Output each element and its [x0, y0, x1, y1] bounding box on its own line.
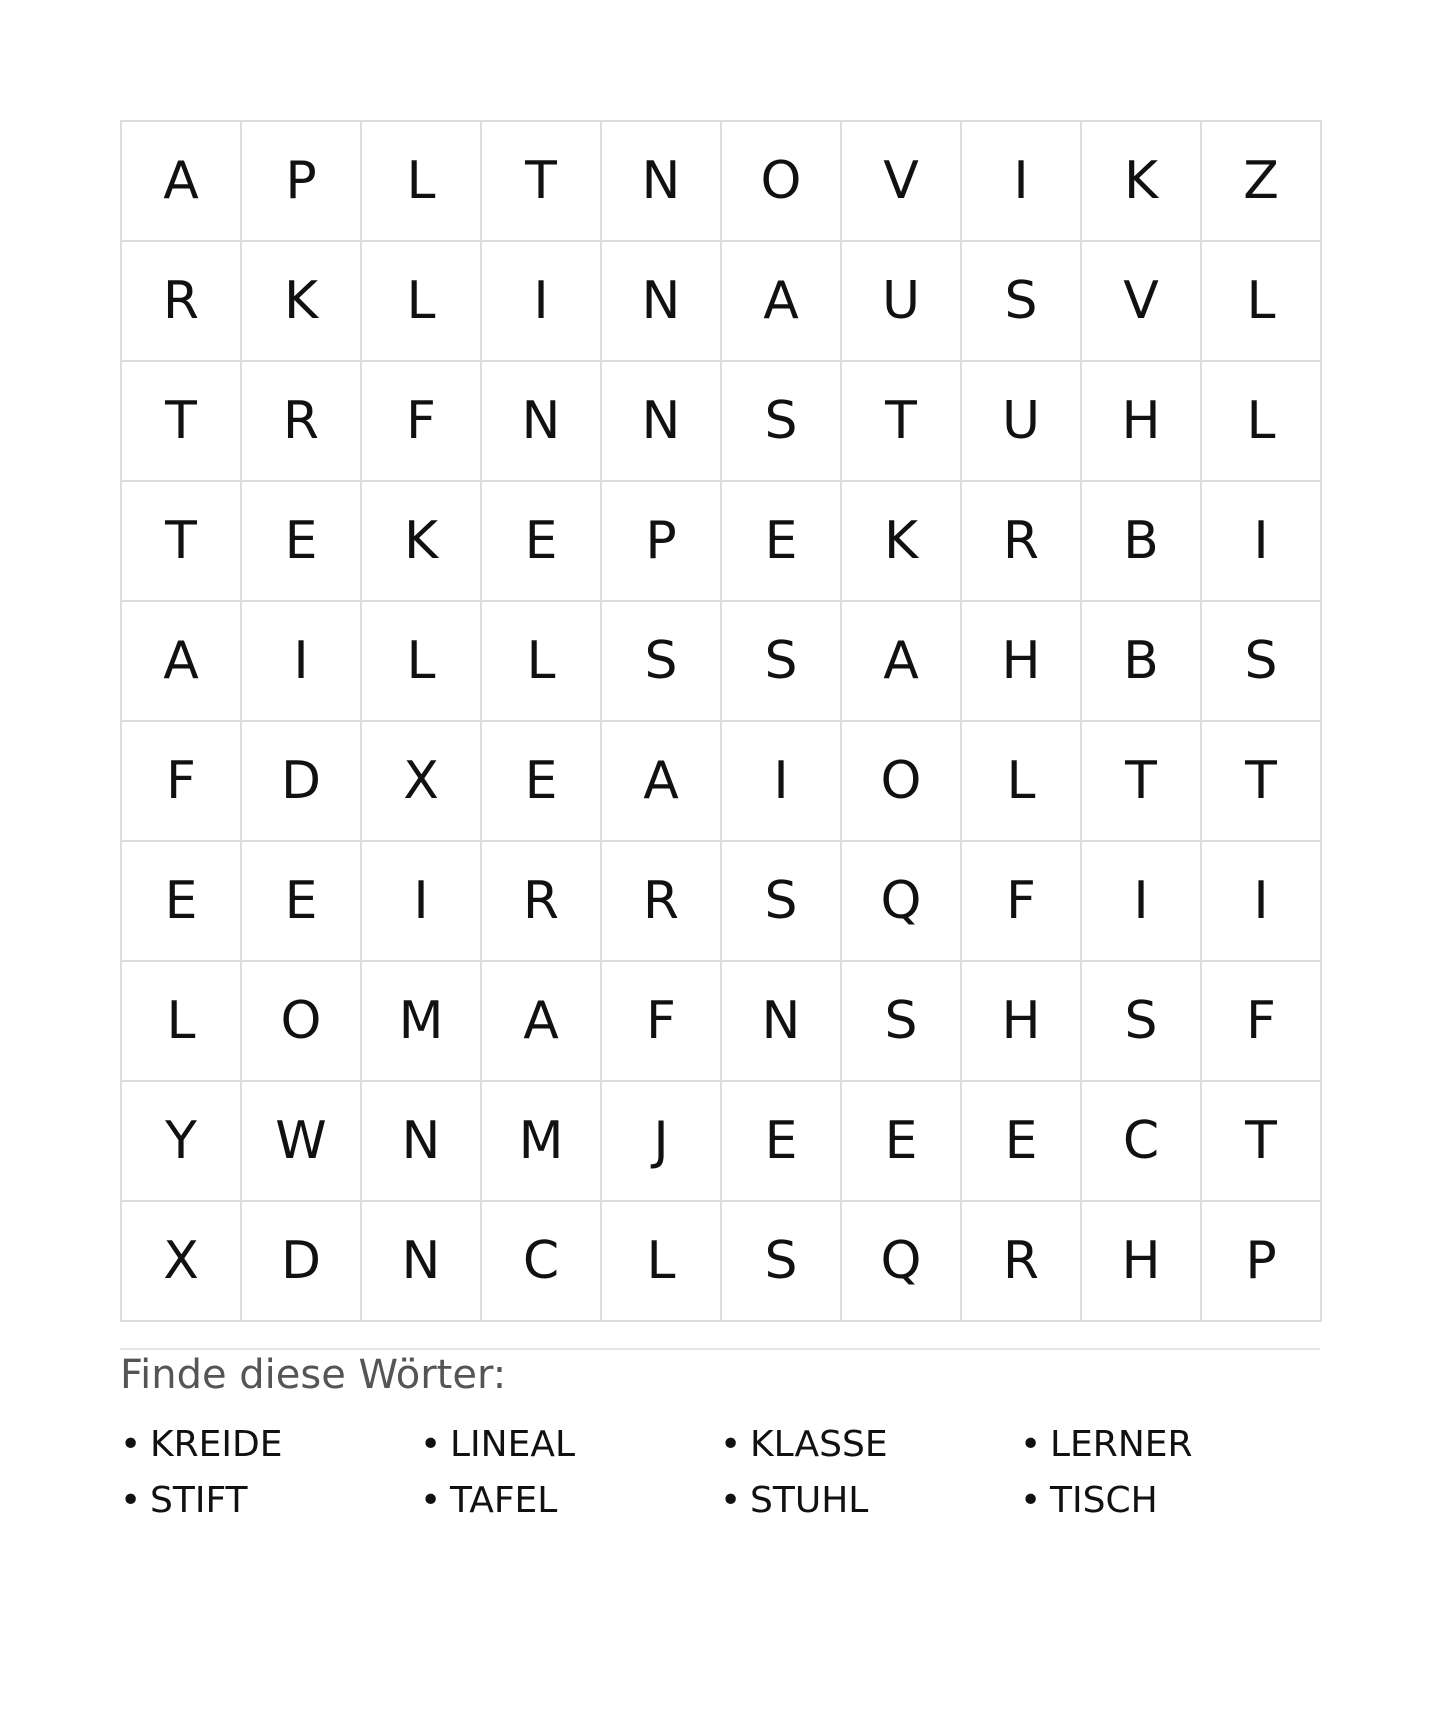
grid-cell-r2-c2[interactable]: K — [242, 242, 362, 362]
grid-cell-r5-c10[interactable]: S — [1202, 602, 1322, 722]
grid-cell-r3-c1[interactable]: T — [122, 362, 242, 482]
grid-cell-r10-c8[interactable]: R — [962, 1202, 1082, 1322]
grid-cell-r5-c6[interactable]: S — [722, 602, 842, 722]
grid-cell-r7-c4[interactable]: R — [482, 842, 602, 962]
grid-cell-r3-c2[interactable]: R — [242, 362, 362, 482]
grid-cell-r1-c7[interactable]: V — [842, 122, 962, 242]
word-search-sheet — [120, 120, 1320, 1521]
grid-cell-r9-c6[interactable]: E — [722, 1082, 842, 1202]
grid-cell-r3-c6[interactable]: S — [722, 362, 842, 482]
word-label: KREIDE — [150, 1423, 283, 1465]
grid-cell-r9-c8[interactable]: E — [962, 1082, 1082, 1202]
grid-cell-r10-c7[interactable]: Q — [842, 1202, 962, 1322]
word-list-item — [420, 1416, 720, 1472]
grid-cell-r9-c5[interactable]: J — [602, 1082, 722, 1202]
word-label: LINEAL — [450, 1423, 576, 1465]
grid-cell-r10-c1[interactable]: X — [122, 1202, 242, 1322]
grid-cell-r6-c9[interactable]: T — [1082, 722, 1202, 842]
grid-cell-r5-c5[interactable]: S — [602, 602, 722, 722]
bullet-icon: • — [420, 1479, 442, 1521]
grid-cell-r5-c1[interactable]: A — [122, 602, 242, 722]
grid-cell-r10-c3[interactable]: N — [362, 1202, 482, 1322]
grid-cell-r7-c3[interactable]: I — [362, 842, 482, 962]
grid-cell-r3-c3[interactable]: F — [362, 362, 482, 482]
word-list-item — [420, 1472, 720, 1528]
grid-cell-r7-c9[interactable]: I — [1082, 842, 1202, 962]
word-list — [120, 1416, 1320, 1528]
word-list-item — [720, 1416, 1020, 1472]
grid-cell-r3-c7[interactable]: T — [842, 362, 962, 482]
grid-cell-r3-c10[interactable]: L — [1202, 362, 1322, 482]
grid-cell-r2-c3[interactable]: L — [362, 242, 482, 362]
word-label: TISCH — [1050, 1479, 1158, 1521]
grid-cell-r5-c3[interactable]: L — [362, 602, 482, 722]
grid-cell-r1-c10[interactable]: Z — [1202, 122, 1322, 242]
grid-cell-r8-c4[interactable]: A — [482, 962, 602, 1082]
grid-cell-r7-c8[interactable]: F — [962, 842, 1082, 962]
grid-cell-r9-c4[interactable]: M — [482, 1082, 602, 1202]
grid-cell-r3-c9[interactable]: H — [1082, 362, 1202, 482]
word-list-item — [120, 1416, 420, 1472]
grid-cell-r4-c6[interactable]: E — [722, 482, 842, 602]
grid-cell-r7-c10[interactable]: I — [1202, 842, 1322, 962]
grid-cell-r8-c3[interactable]: M — [362, 962, 482, 1082]
word-label: STIFT — [150, 1479, 248, 1521]
grid-cell-r7-c1[interactable]: E — [122, 842, 242, 962]
grid-cell-r1-c6[interactable]: O — [722, 122, 842, 242]
grid-cell-r2-c5[interactable]: N — [602, 242, 722, 362]
grid-cell-r8-c5[interactable]: F — [602, 962, 722, 1082]
grid-cell-r2-c1[interactable]: R — [122, 242, 242, 362]
bullet-icon: • — [120, 1423, 142, 1465]
grid-cell-r6-c7[interactable]: O — [842, 722, 962, 842]
grid-cell-r9-c2[interactable]: W — [242, 1082, 362, 1202]
grid-cell-r5-c9[interactable]: B — [1082, 602, 1202, 722]
bullet-icon: • — [420, 1423, 442, 1465]
grid-cell-r2-c6[interactable]: A — [722, 242, 842, 362]
grid-cell-r6-c6[interactable]: I — [722, 722, 842, 842]
grid-cell-r7-c6[interactable]: S — [722, 842, 842, 962]
grid-cell-r9-c10[interactable]: T — [1202, 1082, 1322, 1202]
grid-cell-r4-c1[interactable]: T — [122, 482, 242, 602]
grid-cell-r10-c6[interactable]: S — [722, 1202, 842, 1322]
grid-cell-r4-c8[interactable]: R — [962, 482, 1082, 602]
grid-cell-r5-c7[interactable]: A — [842, 602, 962, 722]
grid-cell-r2-c4[interactable]: I — [482, 242, 602, 362]
word-list-item — [720, 1472, 1020, 1528]
word-list-item — [120, 1472, 420, 1528]
grid-cell-r4-c9[interactable]: B — [1082, 482, 1202, 602]
grid-cell-r1-c8[interactable]: I — [962, 122, 1082, 242]
grid-cell-r2-c8[interactable]: S — [962, 242, 1082, 362]
grid-cell-r1-c4[interactable]: T — [482, 122, 602, 242]
grid-cell-r10-c2[interactable]: D — [242, 1202, 362, 1322]
grid-cell-r1-c3[interactable]: L — [362, 122, 482, 242]
grid-cell-r6-c8[interactable]: L — [962, 722, 1082, 842]
grid-cell-r2-c10[interactable]: L — [1202, 242, 1322, 362]
grid-cell-r8-c8[interactable]: H — [962, 962, 1082, 1082]
bullet-icon: • — [120, 1479, 142, 1521]
grid-cell-r10-c9[interactable]: H — [1082, 1202, 1202, 1322]
grid-cell-r9-c1[interactable]: Y — [122, 1082, 242, 1202]
word-label: STUHL — [750, 1479, 869, 1521]
grid-cell-r7-c5[interactable]: R — [602, 842, 722, 962]
word-list-title: Finde diese Wörter: — [120, 1352, 507, 1398]
grid-cell-r4-c5[interactable]: P — [602, 482, 722, 602]
grid-cell-r9-c9[interactable]: C — [1082, 1082, 1202, 1202]
grid-cell-r5-c4[interactable]: L — [482, 602, 602, 722]
grid-cell-r9-c7[interactable]: E — [842, 1082, 962, 1202]
grid-cell-r10-c4[interactable]: C — [482, 1202, 602, 1322]
word-label: KLASSE — [750, 1423, 888, 1465]
grid-cell-r1-c9[interactable]: K — [1082, 122, 1202, 242]
grid-cell-r4-c2[interactable]: E — [242, 482, 362, 602]
grid-cell-r3-c5[interactable]: N — [602, 362, 722, 482]
grid-cell-r1-c1[interactable]: A — [122, 122, 242, 242]
grid-cell-r4-c3[interactable]: K — [362, 482, 482, 602]
grid-cell-r3-c8[interactable]: U — [962, 362, 1082, 482]
grid-cell-r1-c2[interactable]: P — [242, 122, 362, 242]
grid-cell-r2-c9[interactable]: V — [1082, 242, 1202, 362]
grid-cell-r6-c2[interactable]: D — [242, 722, 362, 842]
grid-cell-r5-c2[interactable]: I — [242, 602, 362, 722]
word-list-item — [1020, 1416, 1320, 1472]
grid-cell-r8-c1[interactable]: L — [122, 962, 242, 1082]
grid-cell-r6-c5[interactable]: A — [602, 722, 722, 842]
word-label: LERNER — [1050, 1423, 1193, 1465]
grid-cell-r6-c4[interactable]: E — [482, 722, 602, 842]
word-list-item — [1020, 1472, 1320, 1528]
grid-cell-r8-c9[interactable]: S — [1082, 962, 1202, 1082]
grid-cell-r1-c5[interactable]: N — [602, 122, 722, 242]
bullet-icon: • — [1020, 1423, 1042, 1465]
bullet-icon: • — [720, 1423, 742, 1465]
grid-cell-r4-c7[interactable]: K — [842, 482, 962, 602]
grid-cell-r6-c3[interactable]: X — [362, 722, 482, 842]
letter-grid — [120, 120, 1322, 1322]
grid-cell-r9-c3[interactable]: N — [362, 1082, 482, 1202]
grid-cell-r7-c2[interactable]: E — [242, 842, 362, 962]
grid-cell-r6-c10[interactable]: T — [1202, 722, 1322, 842]
grid-cell-r8-c7[interactable]: S — [842, 962, 962, 1082]
grid-cell-r2-c7[interactable]: U — [842, 242, 962, 362]
word-label: TAFEL — [450, 1479, 558, 1521]
grid-cell-r7-c7[interactable]: Q — [842, 842, 962, 962]
grid-cell-r6-c1[interactable]: F — [122, 722, 242, 842]
grid-cell-r8-c2[interactable]: O — [242, 962, 362, 1082]
grid-cell-r10-c5[interactable]: L — [602, 1202, 722, 1322]
bullet-icon: • — [1020, 1479, 1042, 1521]
bullet-icon: • — [720, 1479, 742, 1521]
grid-cell-r4-c10[interactable]: I — [1202, 482, 1322, 602]
grid-cell-r8-c6[interactable]: N — [722, 962, 842, 1082]
grid-cell-r3-c4[interactable]: N — [482, 362, 602, 482]
grid-cell-r8-c10[interactable]: F — [1202, 962, 1322, 1082]
divider — [120, 1348, 1320, 1350]
grid-cell-r5-c8[interactable]: H — [962, 602, 1082, 722]
grid-cell-r10-c10[interactable]: P — [1202, 1202, 1322, 1322]
grid-cell-r4-c4[interactable]: E — [482, 482, 602, 602]
